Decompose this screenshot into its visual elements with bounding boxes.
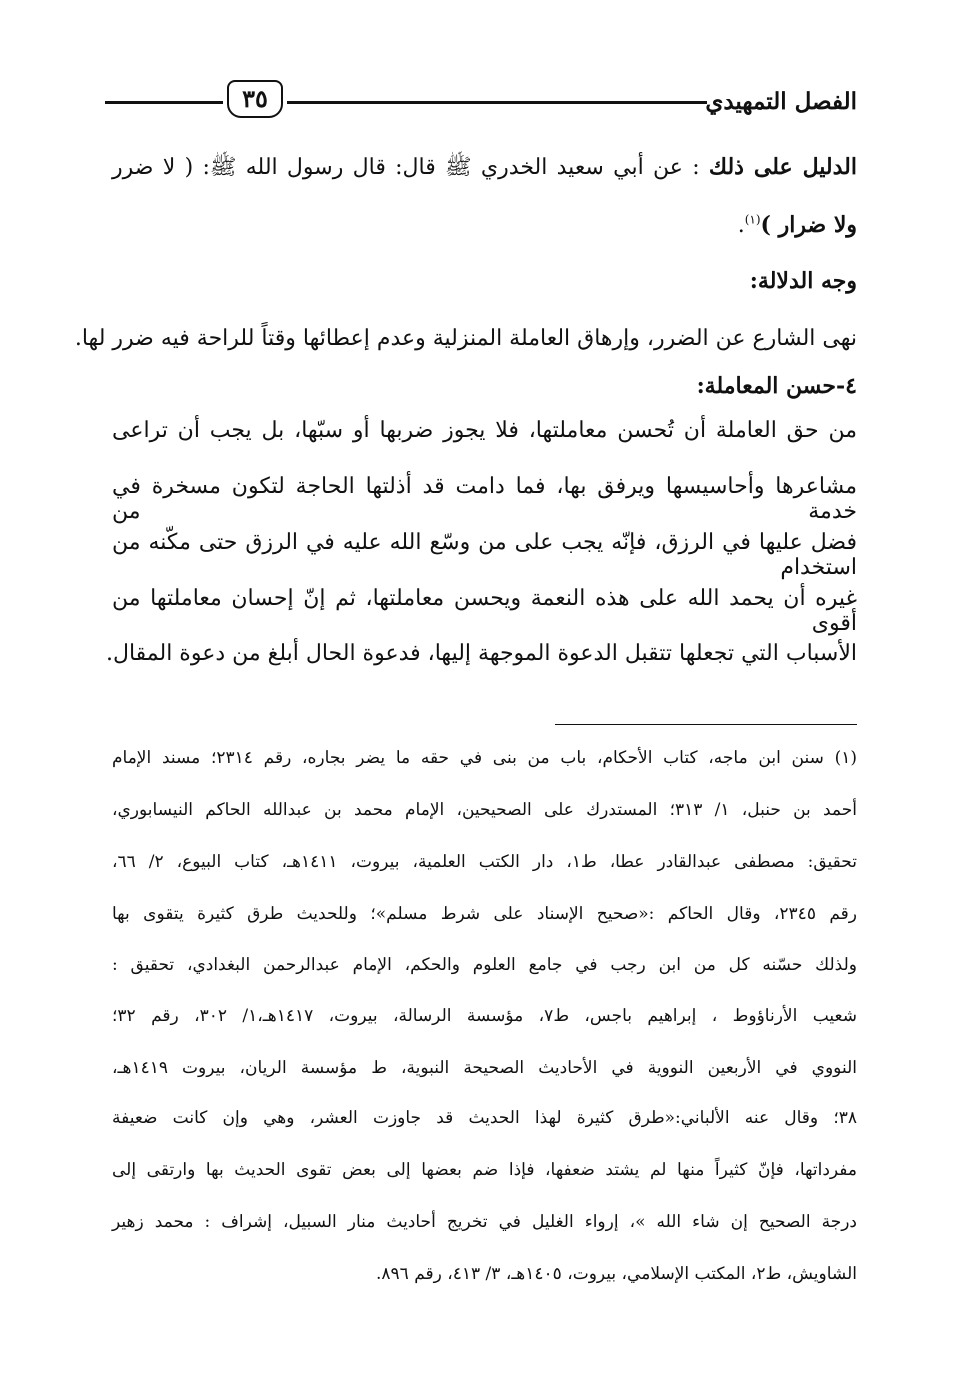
paragraph-line: مشاعرها وأحاسيسها ويرفق بها، فما دامت قد أذلتها الحاجة لتكون مسخرة في خدمة من [112,474,857,524]
chapter-title: الفصل التمهيدي [705,88,857,115]
main-text [74,0,857,700]
evidence-line-2-text: ولا ضرار ) [760,212,857,238]
evidence-line-1-text: الدليل على ذلك : عن أبي سعيد الخدري ﷺ قال: قال رسول الله ﷺ: ( لا ضرر [112,154,857,180]
paragraph-line: غيره أن يحمد الله على هذه النعمة ويحسن معاملتها، ثم إنّ إحسان معاملتها من أقوى [112,586,857,636]
wajh-heading: وجه الدلالة: [749,268,857,294]
evidence-line-2 [738,212,857,238]
footnote-line: درجة الصحيح إن شاء الله »، إرواء الغليل في تخريج أحاديث منار السبيل، إشراف : محمد زهير [112,1212,857,1232]
paragraph-line-last: الأسباب التي تجعلها تتقبل الدعوة الموجهة إليها، فدعوة الحال أبلغ من دعوة المقال. [105,641,857,666]
section-heading: ٤-حسن المعاملة: [696,373,857,399]
evidence-label: الدليل على ذلك [708,154,857,180]
paragraph-line: من حق العاملة أن تُحسن معاملتها، فلا يجوز ضربها أو سبّها، بل يجب أن تراعى [112,418,857,443]
footnote-line: تحقيق: مصطفى عبدالقادر عطا، ط١، دار الكتب العلمية، بيروت، ١٤١١هـ، كتاب البيوع، ٢/ ٦٦، [112,852,857,872]
page-number: ٣٥ [227,80,283,118]
footnote-line: أحمد بن حنبل، ١/ ٣١٣؛ المستدرك على الصحيحين، الإمام محمد بن عبدالله الحاكم النيسابوري، [112,800,857,820]
evidence-line-1 [112,153,857,187]
footnote-line: ٣٨؛ وقال عنه الألباني:«طرق كثيرة لهذا الحديث قد جاوزت العشر، وهي وإن كانت ضعيفة [112,1108,857,1128]
footnote-marker: (١) [744,212,761,227]
footnote-line: شعيب الأرناؤوط ، إبراهيم باجس، ط٧، مؤسسة الرسالة، بيروت، ١٤١٧هـ،١/ ٣٠٢، رقم ٣٢؛ [112,1006,857,1026]
footnote-line: (١) سنن ابن ماجه، كتاب الأحكام، باب من بنى في حقه ما يضر بجاره، رقم ٢٣١٤؛ مسند الإمام [112,748,858,768]
paragraph-line: فضل عليها في الرزق، فإنّه يجب على من وسّع الله عليه في الرزق حتى مكّنه من استخدام [112,530,857,580]
footnote-line: ولذلك حسّنه كل من ابن رجب في جامع العلوم والحكم، الإمام عبدالرحمن البغدادي، تحقيق : [112,955,857,975]
evidence-end: . [737,213,745,238]
footnote-line: مفرداتها، فإنّ كثيراً منها لم يشتد ضعفها، فإذا ضم بعضها إلى بعض تقوى الحديث بها وارتقى إلى [112,1160,857,1180]
footnote-line: النووي في الأربعين النووية في الأحاديث الصحيحة النبوية، ط مؤسسة الريان، بيروت ١٤١٩هـ، [112,1058,857,1078]
footnote-line: رقم ٢٣٤٥، وقال الحاكم :«صحيح الإسناد على شرط مسلم»؛ وللحديث طرق كثيرة يتقوى بها [112,904,857,924]
footnote-separator [555,724,857,725]
wajh-text: نهى الشارع عن الضرر، وإرهاق العاملة المنزلية وعدم إعطائها وقتاً للراحة فيه ضرر لها. [74,326,857,351]
footnote-line-last: الشاويش، ط٢، المكتب الإسلامي، بيروت، ١٤٠٥هـ، ٣/ ٤١٣، رقم ٨٩٦. [375,1264,857,1284]
